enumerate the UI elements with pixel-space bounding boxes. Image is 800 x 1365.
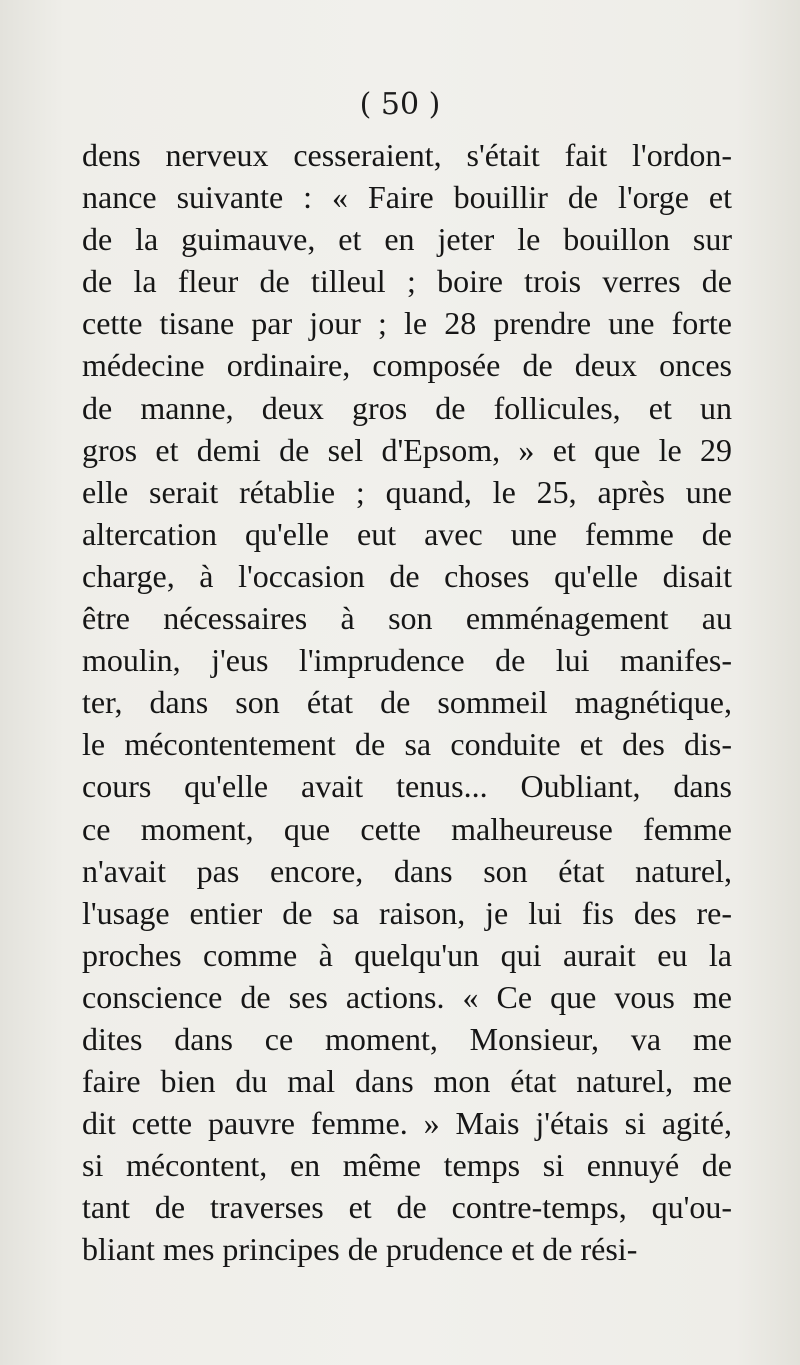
text-line: être nécessaires à son emménagement au: [82, 600, 732, 637]
body-text: [82, 134, 732, 1271]
text-line: médecine ordinaire, composée de deux onces: [82, 347, 732, 384]
text-line: gros et demi de sel d'Epsom, » et que le 29: [82, 431, 732, 468]
text-line: proches comme à quelqu'un qui aurait eu la: [82, 936, 732, 973]
text-line: dites dans ce moment, Monsieur, va me: [82, 1020, 732, 1057]
text-line: cette tisane par jour ; le 28 prendre une forte: [82, 305, 732, 342]
text-line: l'usage entier de sa raison, je lui fis des re-: [82, 894, 732, 931]
text-line: ter, dans son état de sommeil magnétique,: [82, 684, 732, 721]
text-line: ce moment, que cette malheureuse femme: [82, 810, 732, 847]
text-line: moulin, j'eus l'imprudence de lui manifes-: [82, 642, 732, 679]
page-number: ( 50 ): [359, 87, 441, 122]
text-line: charge, à l'occasion de choses qu'elle disait: [82, 557, 732, 594]
text-line: faire bien du mal dans mon état naturel, me: [82, 1063, 732, 1100]
text-line: n'avait pas encore, dans son état naturel,: [82, 852, 732, 889]
text-line: nance suivante : « Faire bouillir de l'orge et: [82, 179, 732, 216]
text-line: tant de traverses et de contre-temps, qu'ou-: [82, 1189, 732, 1226]
text-line: le mécontentement de sa conduite et des dis-: [82, 726, 732, 763]
text-line: elle serait rétablie ; quand, le 25, après une: [82, 473, 732, 510]
text-line: conscience de ses actions. « Ce que vous me: [82, 978, 732, 1015]
text-line: de manne, deux gros de follicules, et un: [82, 389, 732, 426]
text-line: bliant mes principes de prudence et de rési-: [82, 1231, 638, 1268]
text-line: dit cette pauvre femme. » Mais j'étais si agité,: [82, 1105, 732, 1142]
text-line: de la guimauve, et en jeter le bouillon sur: [82, 221, 732, 258]
text-line: dens nerveux cesseraient, s'était fait l'ordon-: [82, 137, 732, 173]
text-line: de la fleur de tilleul ; boire trois verres de: [82, 263, 732, 300]
text-line: cours qu'elle avait tenus... Oubliant, dans: [82, 768, 732, 805]
text-line: altercation qu'elle eut avec une femme de: [82, 515, 732, 552]
text-line: si mécontent, en même temps si ennuyé de: [82, 1147, 732, 1184]
